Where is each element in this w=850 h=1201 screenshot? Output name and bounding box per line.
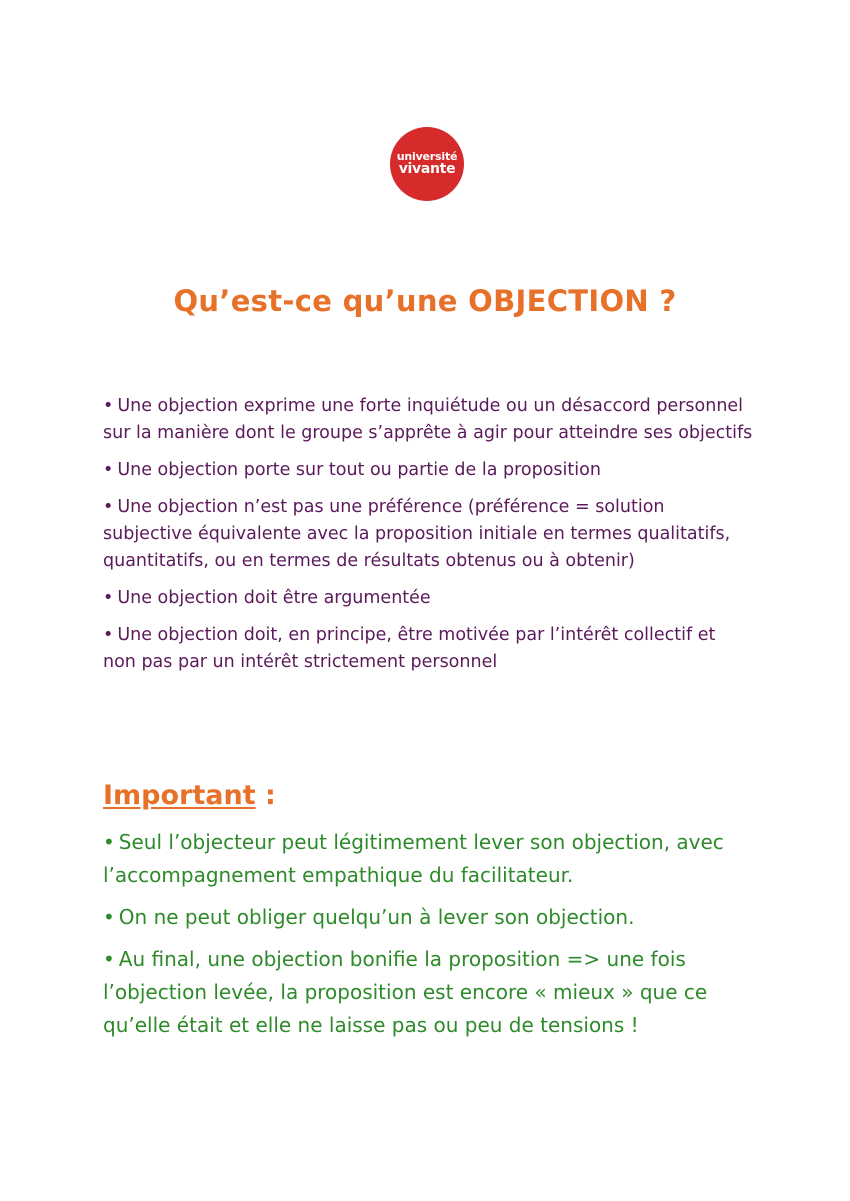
important-list bbox=[103, 826, 753, 1051]
list-item-text: Une objection exprime une forte inquiétude ou un désaccord personnel sur la manière dont le groupe s’apprête à agir pour atteindre ses objectifs bbox=[103, 396, 753, 443]
bullet-icon: • bbox=[103, 396, 114, 416]
bullet-icon: • bbox=[103, 905, 115, 929]
page-title: Qu’est-ce qu’une OBJECTION ? bbox=[173, 284, 677, 318]
list-item bbox=[103, 826, 753, 892]
bullet-icon: • bbox=[103, 460, 114, 480]
list-item bbox=[103, 622, 753, 676]
list-item bbox=[103, 494, 753, 575]
list-item-text: Une objection doit être argumentée bbox=[117, 588, 431, 608]
list-item-text: Une objection n’est pas une préférence (préférence = solution subjective équivalente avec la proposition initiale en termes qualitatifs, quantitatifs, ou en termes de résultats obtenus ou à obtenir) bbox=[103, 497, 731, 571]
list-item bbox=[103, 943, 753, 1042]
list-item-text: Une objection porte sur tout ou partie de la proposition bbox=[117, 460, 601, 480]
list-item bbox=[103, 901, 753, 934]
list-item bbox=[103, 585, 753, 612]
important-heading-suffix: : bbox=[255, 780, 276, 811]
bullet-icon: • bbox=[103, 497, 114, 517]
bullet-icon: • bbox=[103, 588, 114, 608]
important-heading bbox=[103, 780, 276, 811]
bullet-icon: • bbox=[103, 625, 114, 645]
bullet-icon: • bbox=[103, 947, 115, 971]
list-item-text: Une objection doit, en principe, être motivée par l’intérêt collectif et non pas par un intérêt strictement personnel bbox=[103, 625, 716, 672]
list-item-text: Seul l’objecteur peut légitimement lever son objection, avec l’accompagnement empathique du facilitateur. bbox=[103, 830, 724, 887]
list-item bbox=[103, 393, 753, 447]
objection-definition-list bbox=[103, 393, 753, 686]
logo-line-2: vivante bbox=[398, 161, 456, 178]
bullet-icon: • bbox=[103, 830, 115, 854]
logo-line-1: université bbox=[396, 149, 458, 163]
list-item-text: Au final, une objection bonifie la proposition => une fois l’objection levée, la proposition est encore « mieux » que ce qu’elle était et elle ne laisse pas ou peu de tensions ! bbox=[103, 947, 708, 1037]
important-heading-label: Important bbox=[103, 780, 256, 811]
universite-vivante-logo bbox=[390, 127, 464, 201]
list-item-text: On ne peut obliger quelqu’un à lever son objection. bbox=[118, 905, 635, 929]
list-item bbox=[103, 457, 753, 484]
